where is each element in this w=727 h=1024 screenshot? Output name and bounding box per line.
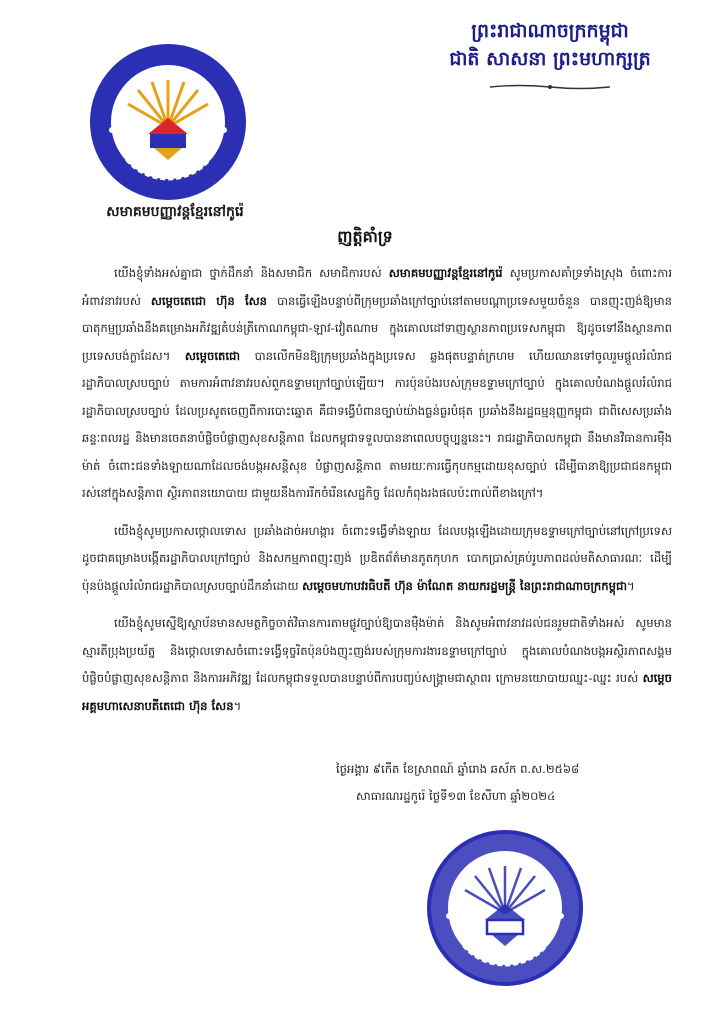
association-emblem-icon bbox=[88, 42, 248, 202]
paragraph-text: ។ bbox=[627, 578, 635, 593]
leader-name-bold: សម្តេចតេជោ ហ៊ុន សែន bbox=[150, 293, 268, 308]
leader-title-bold: សម្តេចតេជោ bbox=[184, 348, 241, 363]
document-body bbox=[82, 260, 672, 730]
paragraph-text: សូមប្រកាសគាំទ្រទាំងស្រុង ចំពោះការអំពាវនាវរបស់ bbox=[82, 266, 673, 308]
prime-minister-bold: សម្តេចមហាបវរធិបតី ហ៊ុន ម៉ាណែត នាយករដ្ឋមន្ត្រី នៃព្រះរាជាណាចក្រកម្ពុជា bbox=[302, 578, 628, 593]
date-block bbox=[300, 756, 680, 810]
paragraph-text: យើងខ្ញុំទាំងអស់គ្នាជា ថ្នាក់ដឹកនាំ និងសមាជិក សមាជិការបស់ bbox=[114, 266, 389, 280]
ornament-divider-icon bbox=[490, 84, 610, 90]
national-motto: ជាតិ សាសនា ព្រះមហាក្សត្រ bbox=[449, 48, 651, 70]
organization-name: សមាគមបញ្ញាវន្តខ្មែរនៅកូរ៉េ bbox=[106, 204, 244, 220]
association-seal-icon bbox=[425, 828, 585, 988]
paragraph-text: បានធ្វើឡើងបន្ទាប់ពីក្រុមប្រឆាំងក្រៅច្បាប់នៅតាមបណ្តាប្រទេសមួយចំនួន បានញុះញង់ឱ្យមានបាតុកម្មប្រឆាំងនឹងគម្រោងអភិវឌ្ឍតំបន់ត្រីកោណកម្ពុជា-ឡាវ-វៀតណាម ក្នុងគោលដៅទាញស្ថានភាពប្រទេសកម្ពុជា ឱ្យដូចទៅនឹងស្ថានភាពប្រទេសបង់ក្លាដែស។ bbox=[82, 293, 672, 363]
body-paragraph bbox=[82, 260, 672, 508]
header-block bbox=[400, 18, 700, 90]
body-paragraph bbox=[82, 610, 672, 720]
paragraph-text: យើងខ្ញុំសូមស្នើឱ្យស្ថាប័នមានសមត្ថកិច្ចចាត់វិធានការតាមផ្លូវច្បាប់ឱ្យបានម៉ឺងម៉ាត់ និងសូមអំពាវនាវដល់ជនរួមជាតិទាំងអស់ សូមមានស្មារតីប្រុងប្រយ័ត្ន និងថ្កោលទោសចំពោះទង្វើទុច្ចរិតប៉ុនប៉ងញុះញង់របស់ក្រុមការងារឧទ្ទាមក្រៅច្បាប់ ក្នុងគោលបំណងបង្កអស្ថិរភាពសង្គម បំផ្លិចបំផ្លាញសុខសន្តិភាព និងការអភិវឌ្ឍ ដែលកម្ពុជាទទួលបានបន្ទាប់ពីការបញ្ចប់សង្គ្រាមជាស្ថាពរ ក្រោមនយោបាយឈ្នះ-ឈ្នះ របស់ bbox=[82, 616, 672, 685]
document-title: ញត្តិគាំទ្រ bbox=[337, 227, 393, 246]
paragraph-text: យើងខ្ញុំសូមប្រកាសថ្កោលទោស ប្រឆាំងដាច់អហង្ការ ចំពោះទង្វើទាំងឡាយ ដែលបង្កឡើងដោយក្រុមឧទ្ទាមក្រៅច្បាប់នៅក្រៅប្រទេស ដូចជាគម្រោងបង្កើតរដ្ឋាភិបាលក្រៅច្បាប់ និងសកម្មភាពញុះញង់ ប្រឌិតព័ត៌មានភូតកុហក បោកប្រាស់គ្រប់រូបភាពដល់មតិសាធារណៈ ដើម្បីប៉ុនប៉ងផ្តួលរំលំរាជរដ្ឋាភិបាលស្របច្បាប់ដឹកនាំដោយ bbox=[82, 523, 672, 593]
solar-date: សាធារណរដ្ឋកូរ៉េ ថ្ងៃទី១៣ ខែសីហា ឆ្នាំ២០២៤ bbox=[356, 789, 556, 803]
paragraph-text: បានលើកមិនឱ្យក្រុមប្រឆាំងក្នុងប្រទេស ឆ្លងផុតបន្ទាត់ក្រហម ហើយឈានទៅចូលរួមផ្តួលរំលំរាជរដ្ឋាភិបាលស្របច្បាប់ តាមការអំពាវនាវរបស់ពួកឧទ្ទាមក្រៅច្បាប់ឡើយ។ ការប៉ុនប៉ងរបស់ក្រុមឧទ្ទាមក្រៅច្បាប់ ក្នុងគោលបំណងផ្តួលរំលំរាជរដ្ឋាភិបាលស្របច្បាប់ ដែលប្រសូតចេញពីការបោះឆ្នោត គឺជាទង្វើបំពានច្បាប់យ៉ាងធ្ងន់ធ្ងរបំផុត ប្រឆាំងនឹងរដ្ឋធម្មនុញ្ញកម្ពុជា ជាពិសេសប្រឆាំងឆន្ទៈពលរដ្ឋ និងមានចេតនាបំផ្លិចបំផ្លាញសុខសន្តិភាព ដែលកម្ពុជាទទួលបាននាពេលបច្ចុប្បន្ននេះ។ រាជរដ្ឋាភិបាលកម្ពុជា នឹងមានវិធានការម៉ឺងម៉ាត់ ចំពោះជនទាំងឡាយណាដែលចង់បង្កអសន្តិសុខ បំផ្លាញសន្តិភាព តាមរយៈការធ្វើកុបកម្មដោយខុសច្បាប់ ដើម្បីធានាឱ្យប្រជាជនកម្ពុជារស់នៅក្នុងសន្តិភាព ស្ថិរភាពនយោបាយ ជាមួយនឹងការរីកចំរើនសេដ្ឋកិច្ច ដែលកំពុងរងផលប៉ះពាល់ពីខាងក្រៅ។ bbox=[82, 348, 672, 500]
lunar-date: ថ្ងៃអង្គារ ៩កើត ខែស្រាពណ៍ ឆ្នាំរោង ឆស័ក ព.ស.២៥៦៨ bbox=[336, 762, 580, 776]
paragraph-text: ។ bbox=[233, 698, 242, 713]
body-paragraph bbox=[82, 518, 672, 601]
org-name-bold: សមាគមបញ្ញាវន្តខ្មែរនៅកូរ៉េ bbox=[388, 266, 503, 280]
leader-name-bold: សម្តេចអគ្គមហាសេនាបតីតេជោ ហ៊ុន សែន bbox=[82, 671, 672, 713]
kingdom-heading: ព្រះរាជាណាចក្រកម្ពុជា bbox=[471, 20, 629, 42]
